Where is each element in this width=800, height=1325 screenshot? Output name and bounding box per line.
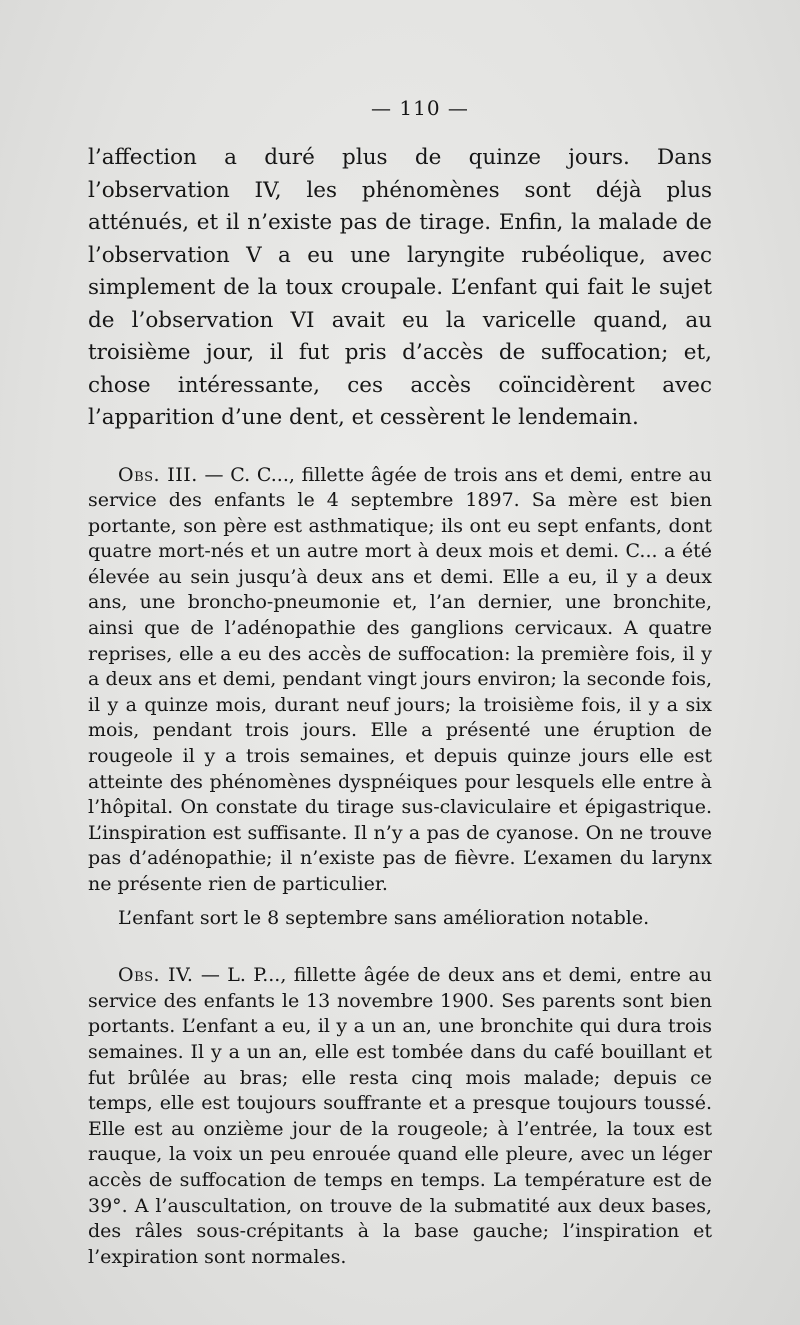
observation-3-label: Obs. III. [118,463,198,486]
page-number: — 110 — [371,96,469,120]
observation-4-label: Obs. IV. [118,964,194,987]
observation-3-paragraph [88,463,712,898]
book-page [88,96,712,1270]
observation-4-paragraph [88,963,712,1270]
intro-paragraph: l’affection a duré plus de quinze jours. Dans l’observation IV, les phénomènes sont déjà plus atténués, et il n’existe pas de tirage. Enfin, la malade de l’observation V a eu une laryngite rubéolique, avec simplement de la toux croupale. L’enfant qui fait le sujet de l’observation VI avait eu la varicelle quand, au troisième jour, il fut pris d’accès de suffocation; et, chose intéressante, ces accès coïncidèrent avec l’apparition d’une dent, et cessèrent le lendemain. [88,145,712,430]
observation-3-text: — C. C..., fillette âgée de trois ans et demi, entre au service des enfants le 4 septembre 1897. Sa mère est bien portante, son père est asthmatique; ils ont eu sept enfants, dont quatre mort-nés et un autre mort à deux mois et demi. C... a été élevée au sein jusqu’à deux ans et demi. Elle a eu, il y a deux ans, une broncho-pneumonie et, l’an dernier, une bronchite, ainsi que de l’adénopathie des ganglions cervicaux. A quatre reprises, elle a eu des accès de suffocation: la première fois, il y a deux ans et demi, pendant vingt jours environ; la seconde fois, il y a quinze mois, durant neuf jours; la troisième fois, il y a six mois, pendant trois jours. Elle a présenté une éruption de rougeole il y a trois semaines, et depuis quinze jours elle est atteinte des phénomènes dyspnéiques pour lesquels elle entre à l’hôpital. On constate du tirage sus-claviculaire et épigastrique. L’inspiration est suffisante. Il n’y a pas de cyanose. On ne trouve pas d’adénopathie; il n’existe pas de fièvre. L’examen du larynx ne présente rien de particulier. [88,463,712,895]
observation-4-text: — L. P..., fillette âgée de deux ans et demi, entre au service des enfants le 13 novembre 1900. Ses parents sont bien portants. L’enfant a eu, il y a un an, une bronchite qui dura trois semaines. Il y a un an, elle est tombée dans du café bouillant et fut brûlée au bras; elle resta cinq mois malade; depuis ce temps, elle est toujours souffrante et a presque toujours toussé. Elle est au onzième jour de la rougeole; à l’entrée, la toux est rauque, la voix un peu enrouée quand elle pleure, avec un léger accès de suffocation de temps en temps. La température est de 39°. A l’auscultation, on trouve de la submatité aux deux bases, des râles sous-crépitants à la base gauche; l’inspiration et l’expiration sont normales. [88,964,712,1268]
observation-3-outcome: L’enfant sort le 8 septembre sans amélioration notable. [118,906,650,929]
